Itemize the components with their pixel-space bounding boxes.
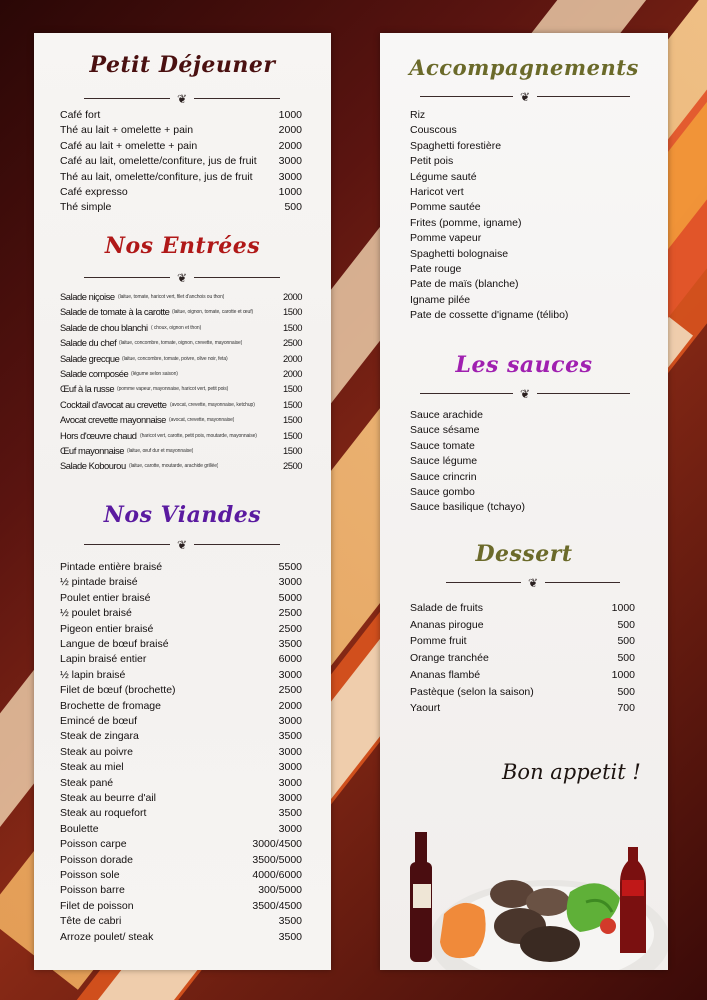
menu-item [60,337,302,351]
menu-item [60,730,302,744]
ornament-divider [84,92,280,106]
item-name: Café expresso [60,186,128,198]
menu-item [410,186,650,200]
menu-item [60,638,302,652]
item-name: Langue de bœuf braisé [60,638,169,650]
item-name: Pigeon entier braisé [60,622,154,635]
menu-item [410,124,650,138]
item-name: Lapin braisé entier [60,653,147,666]
item-name: Orange tranchée [410,652,489,665]
item-name: Sauce sésame [410,424,480,437]
item-name: Œuf mayonnaise [60,445,125,456]
item-price: 3000 [278,715,302,727]
ornament-icon: ❦ [519,387,531,401]
item-name: Avocat crevette mayonnaise [60,414,166,426]
menu-item [410,309,650,323]
item-price: 5000 [278,591,302,604]
menu-item [60,792,302,806]
item-name: Pomme sautée [410,201,481,214]
menu-item [410,440,650,454]
menu-item [60,383,302,397]
item-name: Petit pois [410,155,454,168]
item-name: Thé au lait, omelette/confiture, jus de fruit [60,170,253,183]
menu-item [60,746,302,760]
menu-item [410,455,650,469]
item-price: 2500 [282,460,302,472]
menu-item [410,669,635,683]
item-detail: (laitue, carotte, moutarde, arachide grillée) [129,463,219,470]
item-name: Pastèque (selon la saison) [410,685,534,698]
item-price: 1500 [282,429,302,441]
divider-line [446,582,521,583]
divider-line [194,98,280,99]
item-price: 500 [284,201,302,214]
item-price: 1500 [282,321,302,333]
menu-item [60,291,302,305]
item-price: 1000 [611,602,635,614]
item-name: Arroze poulet/ steak [60,930,154,943]
ornament-icon: ❦ [527,576,539,590]
cola-bottle [620,847,646,953]
item-price: 3500 [278,915,302,928]
item-name: Pate rouge [410,263,462,275]
menu-item [410,424,650,438]
item-name: Pomme vapeur [410,232,482,245]
item-name: Frites (pomme, igname) [410,216,522,229]
item-name: Salade grecque [60,352,120,364]
item-price: 2000 [282,291,302,302]
menu-item [410,471,650,485]
divider-line [84,544,170,545]
ornament-divider [420,90,630,104]
divider-line [545,582,620,583]
item-price: 300/5000 [258,884,302,897]
item-price: 1500 [282,445,302,456]
item-name: Couscous [410,124,457,137]
item-price: 3500 [278,638,302,650]
menu-item [410,263,650,277]
closing-text: Bon appetit ! [502,760,641,784]
menu-item [60,561,302,575]
menu-item [60,700,302,714]
item-price: 3000 [278,668,302,681]
item-name: Sauce crincrin [410,470,477,483]
item-name: Café au lait, omelette/confiture, jus de fruit [60,155,257,168]
menu-item [60,306,302,320]
divider-line [194,544,280,545]
item-name: Spaghetti forestière [410,139,502,152]
item-name: Steak au poivre [60,745,133,758]
item-name: Steak au miel [60,761,124,774]
item-name: Salade de tomate à la carotte [60,306,170,318]
item-price: 500 [617,635,635,648]
item-price: 3500 [278,807,302,820]
item-name: Boulette [60,822,99,835]
item-name: Poisson barre [60,884,125,897]
ornament-divider [84,271,280,285]
item-detail: ( choux, oignon et thon) [151,324,202,331]
menu-item [60,445,302,459]
section-heading: Les sauces [455,352,593,378]
item-name: Brochette de fromage [60,699,161,712]
menu-item [60,140,302,154]
item-name: Haricot vert [410,186,464,198]
menu-item [410,702,635,716]
divider-line [537,96,630,97]
item-price: 3000 [278,170,302,183]
menu-item [60,761,302,775]
item-name: Yaourt [410,702,441,715]
section-heading: Dessert [475,541,573,567]
divider-line [84,277,170,278]
ornament-divider [420,387,630,401]
divider-line [84,98,170,99]
menu-item [60,322,302,336]
ornament-divider [446,576,620,590]
item-name: Pintade entière braisé [60,561,163,573]
item-name: Filet de bœuf (brochette) [60,684,176,697]
item-price: 1000 [278,109,302,121]
menu-item [60,155,302,169]
item-name: Poisson sole [60,869,120,881]
item-price: 3000 [278,155,302,168]
menu-item [410,278,650,292]
divider-line [537,393,630,394]
menu-item [410,619,635,633]
ornament-icon: ❦ [176,538,188,552]
menu-item [60,900,302,914]
menu-item [410,140,650,154]
item-price: 2500 [282,337,302,349]
item-name: Igname pilée [410,293,471,306]
item-price: 2000 [282,352,302,364]
menu-item [60,414,302,428]
menu-item [410,686,635,700]
ornament-icon: ❦ [176,92,188,106]
menu-item [60,684,302,698]
menu-item [60,777,302,791]
item-name: Steak au beurre d'ail [60,792,156,804]
item-detail: (laitue, concombre, tomate, oignon, crevette, mayonnaise) [119,340,243,347]
item-name: Steak de zingara [60,730,139,743]
item-price: 2500 [278,622,302,635]
item-name: Café au lait + omelette + pain [60,139,198,152]
menu-item [60,592,302,606]
menu-item [60,607,302,621]
item-detail: (pomme vapeur, mayonnaise, haricot vert, petit pois) [117,386,229,393]
item-price: 5500 [278,561,302,573]
item-price: 3000 [278,576,302,589]
menu-item [60,430,302,444]
item-price: 2500 [278,684,302,697]
menu-item [60,623,302,637]
item-price: 1500 [282,398,302,410]
divider-line [420,96,513,97]
section-heading: Nos Viandes [103,502,262,528]
menu-item [60,931,302,945]
item-name: Salade Kobourou [60,460,126,472]
item-price: 3000 [278,761,302,774]
item-price: 1500 [282,383,302,395]
menu-item [60,171,302,185]
item-price: 500 [617,685,635,698]
item-price: 1500 [282,306,302,318]
item-detail: (avocat, crevette, mayonnaise, ketchup) [170,401,255,408]
item-name: Salade du chef [60,337,117,349]
menu-item [60,715,302,729]
item-price: 2000 [278,139,302,152]
menu-item [60,201,302,215]
section-heading: Nos Entrées [104,233,261,259]
item-price: 3000/4500 [252,838,302,851]
item-name: Salade de fruits [410,602,483,614]
item-detail: (laitue, œuf dur et mayonnaise) [127,448,194,454]
item-name: Salade niçoise [60,291,115,302]
menu-item [410,155,650,169]
item-detail: (avocat, crevette, mayonnaise) [169,417,235,424]
item-detail: (haricot vert, carotte, petit pois, moutarde, mayonnaise) [140,432,257,439]
item-price: 2000 [278,124,302,137]
ornament-icon: ❦ [519,90,531,104]
menu-item [60,823,302,837]
menu-item [410,652,635,666]
item-price: 4000/6000 [252,869,302,881]
item-name: Sauce arachide [410,409,483,421]
menu-item [60,186,302,200]
item-price: 6000 [278,653,302,666]
item-price: 3000 [278,745,302,758]
item-name: Poulet entier braisé [60,591,151,604]
item-name: Salade de chou blanchi [60,321,148,333]
menu-item [60,915,302,929]
divider-line [194,277,280,278]
section-heading: Accompagnements [409,55,639,80]
item-name: Spaghetti bolognaise [410,247,509,260]
item-price: 1000 [278,186,302,198]
item-name: Pomme fruit [410,635,467,648]
ornament-icon: ❦ [176,271,188,285]
menu-item [60,653,302,667]
menu-item [410,109,650,123]
menu-item [60,807,302,821]
item-price: 500 [617,652,635,665]
item-name: Steak au roquefort [60,807,147,820]
item-price: 3500/5000 [252,853,302,866]
item-name: Thé au lait + omelette + pain [60,124,194,137]
menu-item [410,409,650,423]
item-price: 2000 [282,368,302,379]
item-name: Poisson dorade [60,853,133,866]
menu-item [60,399,302,413]
item-price: 3000 [278,776,302,789]
menu-item [410,501,650,515]
menu-item [60,884,302,898]
menu-item [60,368,302,382]
menu-item [60,460,302,474]
item-name: Ananas pirogue [410,618,484,631]
menu-item [410,171,650,185]
menu-item [410,201,650,215]
item-price: 3500 [278,930,302,943]
section-heading: Petit Déjeuner [89,52,276,78]
item-name: Riz [410,109,426,121]
item-name: Sauce basilique (tchayo) [410,501,525,514]
item-name: Filet de poisson [60,899,134,912]
item-name: Emincé de bœuf [60,715,138,727]
divider-line [420,393,513,394]
menu-item [60,869,302,883]
menu-item [410,232,650,246]
item-price: 3000 [278,792,302,804]
item-detail: (laitue, oignon, tomate, carotte et œuf) [172,309,254,316]
item-name: Café fort [60,109,101,121]
item-price: 1500 [282,414,302,426]
item-name: Steak pané [60,776,114,789]
item-name: Pate de cossette d'igname (télibo) [410,309,569,322]
item-price: 3000 [278,822,302,835]
food-plate-illustration [400,822,668,970]
item-name: Sauce gombo [410,486,475,498]
item-name: Sauce légume [410,455,478,468]
item-name: Œuf à la russe [60,383,115,395]
item-detail: (laitue, tomate, haricot vert, filet d'anchois ou thon) [118,294,225,300]
item-name: Pate de maïs (blanche) [410,278,519,291]
item-name: Ananas flambé [410,668,481,681]
menu-item [60,353,302,367]
menu-item [410,248,650,262]
wine-bottle [410,862,432,962]
item-name: Thé simple [60,201,112,214]
menu-item [60,854,302,868]
item-price: 3500 [278,730,302,743]
item-name: Tête de cabri [60,915,122,928]
menu-item [410,635,635,649]
menu-item [60,109,302,123]
menu-item [410,602,635,616]
menu-item [410,294,650,308]
item-name: Poisson carpe [60,838,127,851]
item-name: Légume sauté [410,170,477,183]
menu-item [60,669,302,683]
menu-item [60,576,302,590]
item-price: 1000 [611,668,635,681]
item-name: Hors d'œuvre chaud [60,429,137,441]
item-name: Sauce tomate [410,439,475,452]
item-name: Salade composée [60,368,129,379]
item-name: Cocktail d'avocat au crevette [60,398,167,410]
menu-item [410,217,650,231]
menu-item [60,838,302,852]
item-price: 2000 [278,699,302,712]
item-name: ½ poulet braisé [60,607,132,620]
item-name: ½ pintade braisé [60,576,138,589]
menu-item [410,486,650,500]
ornament-divider [84,538,280,552]
item-detail: (légume selon saison) [131,371,178,377]
item-price: 2500 [278,607,302,620]
menu-item [60,124,302,138]
item-price: 700 [617,702,635,715]
item-detail: (laitue, concombre, tomate, poivre, olive noir, feta) [122,355,228,362]
item-price: 500 [617,618,635,631]
item-price: 3500/4500 [252,899,302,912]
item-name: ½ lapin braisé [60,668,126,681]
